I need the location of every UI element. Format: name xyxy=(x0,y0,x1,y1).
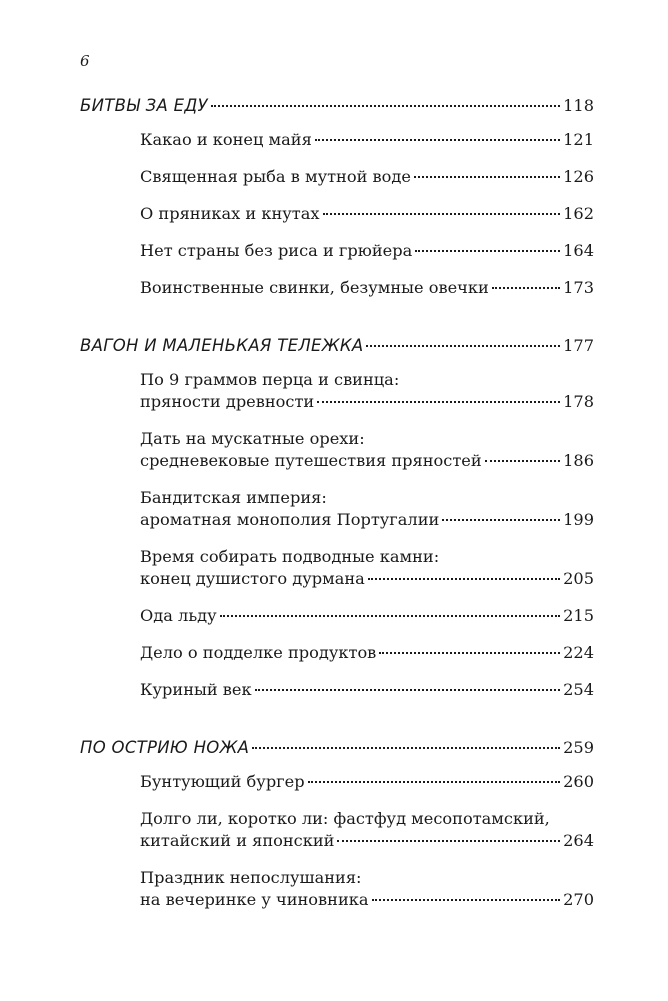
entry-title: О пряниках и кнутах xyxy=(140,204,320,223)
section-heading[interactable] xyxy=(80,95,594,117)
dot-leader xyxy=(368,578,560,580)
toc-section xyxy=(80,737,594,911)
entry-page-number: 224 xyxy=(563,643,594,662)
dot-leader xyxy=(255,689,560,691)
entry-page-number: 199 xyxy=(563,510,594,529)
dot-leader xyxy=(317,401,560,403)
entry-title: Воинственные свинки, безумные овечки xyxy=(140,278,489,297)
entry-page-number: 126 xyxy=(563,167,594,186)
entry-title-line1: Бандитская империя: xyxy=(140,488,327,507)
toc-section xyxy=(80,95,594,299)
entry-page-number: 178 xyxy=(563,392,594,411)
entry-page-number: 264 xyxy=(563,831,594,850)
entry-title: конец душистого дурмана xyxy=(140,569,365,588)
entry-title: Ода льду xyxy=(140,606,217,625)
entry-title: ароматная монополия Португалии xyxy=(140,510,440,529)
toc-entry[interactable] xyxy=(140,428,594,472)
dot-leader xyxy=(211,105,560,107)
entry-title: Дело о подделке продуктов xyxy=(140,643,377,662)
entry-title-line1: Долго ли, коротко ли: фастфуд месопотамский, xyxy=(140,809,550,828)
section-page-number: 118 xyxy=(563,96,594,115)
entry-page-number: 260 xyxy=(563,772,594,791)
toc-entry[interactable] xyxy=(140,487,594,531)
section-title: ПО ОСТРИЮ НОЖА xyxy=(80,738,250,757)
section-heading[interactable] xyxy=(80,335,594,357)
entry-page-number: 254 xyxy=(563,680,594,699)
entry-title: Бунтующий бургер xyxy=(140,772,305,791)
entry-title: средневековые путешествия пряностей xyxy=(140,451,482,470)
dot-leader xyxy=(337,840,560,842)
dot-leader xyxy=(366,345,560,347)
dot-leader xyxy=(315,139,560,141)
table-of-contents xyxy=(80,90,594,926)
entry-page-number: 164 xyxy=(563,241,594,260)
entry-title: на вечеринке у чиновника xyxy=(140,890,369,909)
dot-leader xyxy=(252,747,560,749)
entry-page-number: 186 xyxy=(563,451,594,470)
section-spacer xyxy=(80,716,594,732)
entry-page-number: 162 xyxy=(563,204,594,223)
dot-leader xyxy=(415,250,560,252)
toc-entry[interactable] xyxy=(140,867,594,911)
entry-title-line1: По 9 граммов перца и свинца: xyxy=(140,370,400,389)
entry-page-number: 215 xyxy=(563,606,594,625)
section-spacer xyxy=(80,314,594,330)
entry-page-number: 173 xyxy=(563,278,594,297)
dot-leader xyxy=(372,899,561,901)
entry-title-line1: Праздник непослушания: xyxy=(140,868,362,887)
toc-entry[interactable] xyxy=(140,546,594,590)
entry-title: Куриный век xyxy=(140,680,252,699)
entry-title-line1: Дать на мускатные орехи: xyxy=(140,429,365,448)
entry-page-number: 205 xyxy=(563,569,594,588)
toc-entry[interactable] xyxy=(140,369,594,413)
dot-leader xyxy=(323,213,561,215)
toc-entry[interactable] xyxy=(140,240,594,262)
toc-entry[interactable] xyxy=(140,771,594,793)
toc-entry[interactable] xyxy=(140,129,594,151)
toc-section xyxy=(80,335,594,701)
entry-title: Какао и конец майя xyxy=(140,130,312,149)
section-title: БИТВЫ ЗА ЕДУ xyxy=(80,96,208,115)
page-number: 6 xyxy=(80,52,90,70)
entry-title: Священная рыба в мутной воде xyxy=(140,167,411,186)
dot-leader xyxy=(414,176,560,178)
entry-title: пряности древности xyxy=(140,392,315,411)
dot-leader xyxy=(379,652,560,654)
entry-title: Нет страны без риса и грюйера xyxy=(140,241,413,260)
section-title: ВАГОН И МАЛЕНЬКАЯ ТЕЛЕЖКА xyxy=(80,336,364,355)
dot-leader xyxy=(492,287,560,289)
toc-entry[interactable] xyxy=(140,679,594,701)
entry-page-number: 270 xyxy=(563,890,594,909)
dot-leader xyxy=(485,460,560,462)
entry-title: китайский и японский xyxy=(140,831,335,850)
section-heading[interactable] xyxy=(80,737,594,759)
dot-leader xyxy=(308,781,560,783)
section-page-number: 259 xyxy=(563,738,594,757)
entry-page-number: 121 xyxy=(563,130,594,149)
dot-leader xyxy=(442,519,560,521)
toc-entry[interactable] xyxy=(140,277,594,299)
entry-title-line1: Время собирать подводные камни: xyxy=(140,547,440,566)
toc-entry[interactable] xyxy=(140,642,594,664)
toc-entry[interactable] xyxy=(140,166,594,188)
toc-entry[interactable] xyxy=(140,203,594,225)
dot-leader xyxy=(220,615,560,617)
toc-entry[interactable] xyxy=(140,605,594,627)
section-page-number: 177 xyxy=(563,336,594,355)
toc-entry[interactable] xyxy=(140,808,594,852)
